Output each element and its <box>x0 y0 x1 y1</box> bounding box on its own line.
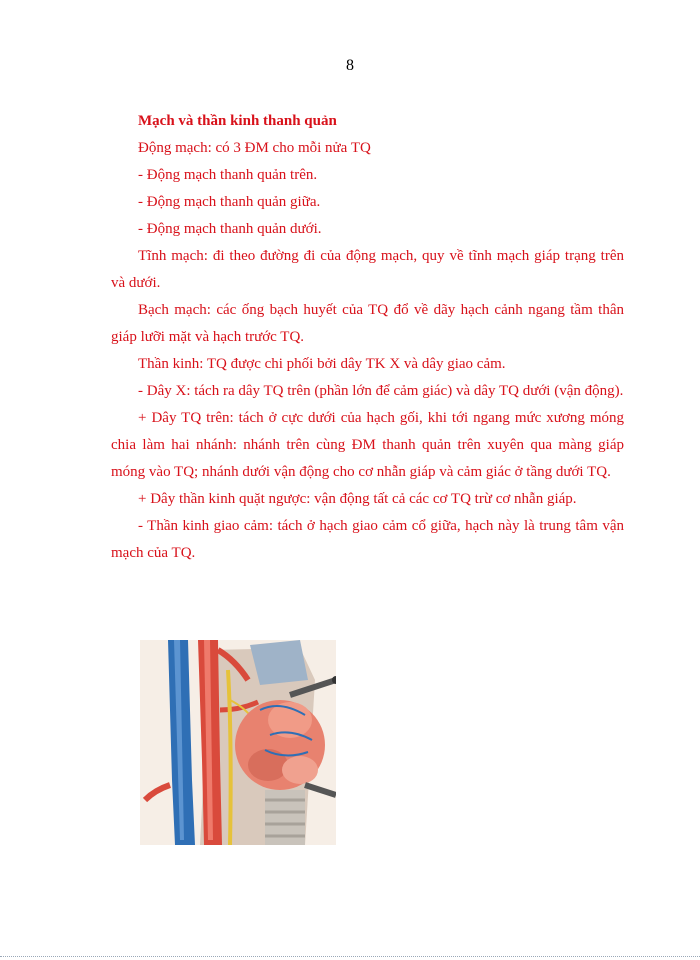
larynx-anatomy-illustration <box>140 640 336 845</box>
footer-divider <box>0 956 700 957</box>
page-number: 8 <box>346 57 354 74</box>
paragraph-veins: Tĩnh mạch: đi theo đường đi của động mạch, quy về tĩnh mạch giáp trạng trên và dưới. <box>111 248 624 291</box>
list-item-artery-upper: - Động mạch thanh quản trên. <box>138 167 318 183</box>
list-item-artery-lower: - Động mạch thanh quản dưới. <box>138 221 322 237</box>
paragraph-lymphatics: Bạch mạch: các ống bạch huyết của TQ đổ về dãy hạch cảnh ngang tầm thân giáp lưỡi mặt và hạch trước TQ. <box>111 302 624 345</box>
list-item-artery-middle: - Động mạch thanh quản giữa. <box>138 194 321 210</box>
document-body <box>111 108 624 567</box>
paragraph-sympathetic: - Thần kinh giao cảm: tách ở hạch giao cảm cổ giữa, hạch này là trung tâm vận mạch của TQ. <box>111 518 624 561</box>
section-heading: Mạch và thần kinh thanh quản <box>138 113 337 129</box>
paragraph-recurrent-laryngeal: + Dây thần kinh quặt ngược: vận động tất cả các cơ TQ trừ cơ nhẫn giáp. <box>138 491 577 507</box>
paragraph-vagus: - Dây X: tách ra dây TQ trên (phần lớn để cảm giác) và dây TQ dưới (vận động). <box>138 383 624 399</box>
paragraph-superior-laryngeal: + Dây TQ trên: tách ở cực dưới của hạch gối, khi tới ngang mức xương móng chia làm hai nhánh: nhánh trên cùng ĐM thanh quản trên xuyên qua màng giáp móng vào TQ; nhánh dưới vận động cho cơ nhẫn giáp và cảm giác ở tầng dưới TQ. <box>111 410 624 480</box>
paragraph-arteries: Động mạch: có 3 ĐM cho mỗi nửa TQ <box>138 140 371 156</box>
paragraph-nerves: Thần kinh: TQ được chi phối bởi dây TK X và dây giao cảm. <box>138 356 506 372</box>
